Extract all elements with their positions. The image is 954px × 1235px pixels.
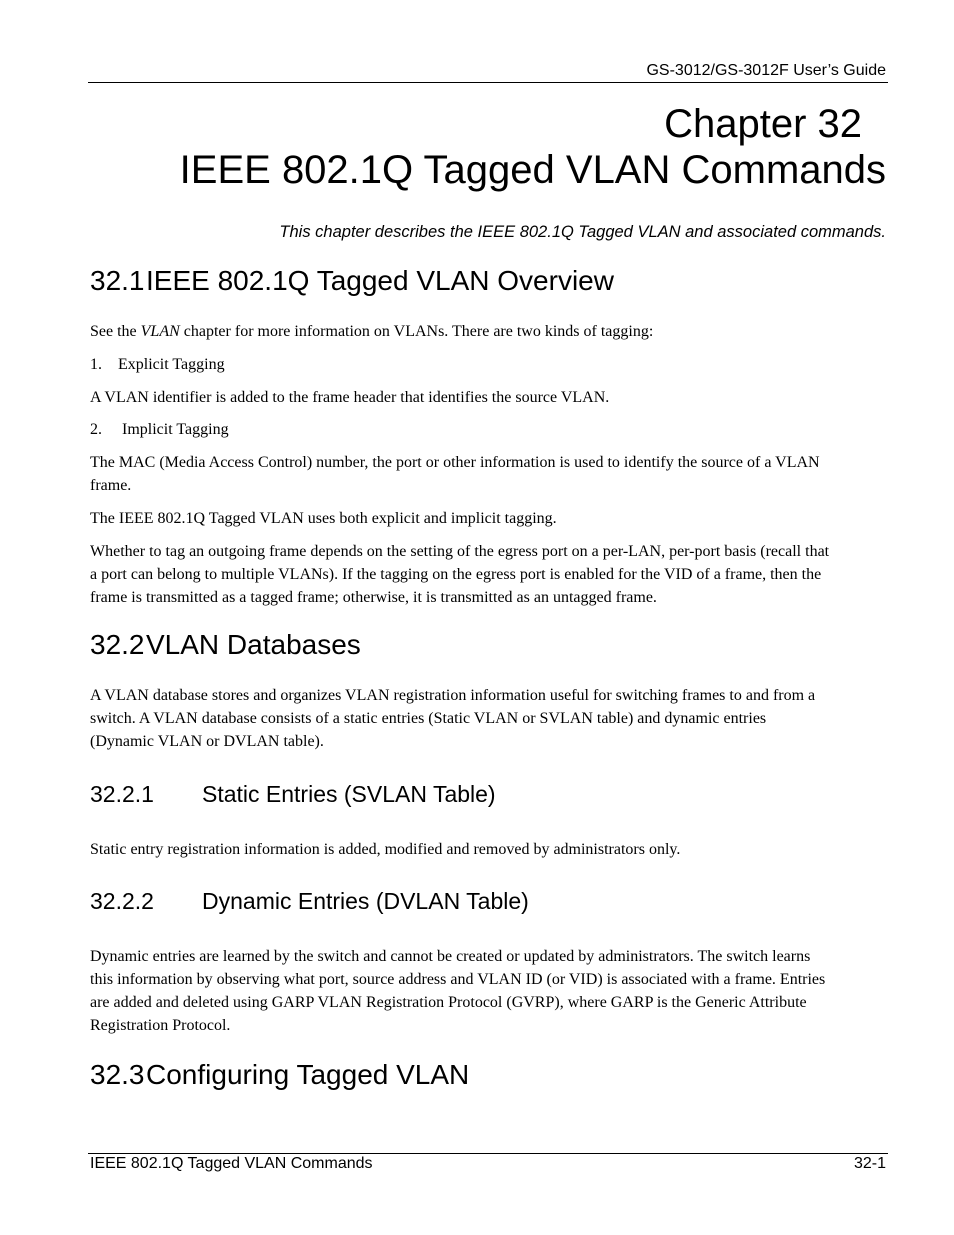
- chapter-title: IEEE 802.1Q Tagged VLAN Commands: [179, 148, 886, 192]
- section-heading-32-1: [90, 264, 614, 298]
- paragraph-vlan-databases: [90, 684, 888, 753]
- text-line: this information by observing what port, source address and VLAN ID (or VID) is associated with a frame. Entries: [90, 971, 826, 988]
- chapter-number: Chapter 32: [664, 102, 862, 146]
- section-number: 32.2.1: [90, 781, 154, 807]
- list-label: Implicit Tagging: [122, 421, 229, 438]
- text-line: switch. A VLAN database consists of a static entries (Static VLAN or SVLAN table) and dynamic entries: [90, 710, 767, 727]
- paragraph-static-entries: Static entry registration information is added, modified and removed by administrators only.: [90, 841, 681, 858]
- paragraph-dynamic-entries: [90, 945, 888, 1037]
- list-number: 2.: [90, 421, 102, 438]
- text-line: The MAC (Media Access Control) number, the port or other information is used to identify the source of a VLAN: [90, 454, 820, 471]
- section-title: Static Entries (SVLAN Table): [202, 781, 496, 807]
- section-title: IEEE 802.1Q Tagged VLAN Overview: [146, 265, 614, 296]
- paragraph-intro: [90, 320, 888, 343]
- paragraph-both-tagging: The IEEE 802.1Q Tagged VLAN uses both explicit and implicit tagging.: [90, 510, 557, 527]
- section-number: 32.2.2: [90, 888, 154, 914]
- section-title: Configuring Tagged VLAN: [146, 1059, 470, 1090]
- vlan-chapter-reference: VLAN: [140, 323, 180, 340]
- list-number: 1.: [90, 356, 102, 373]
- paragraph-egress-tagging: [90, 540, 888, 609]
- paragraph-implicit-desc: [90, 451, 888, 497]
- paragraph-explicit-desc: A VLAN identifier is added to the frame header that identifies the source VLAN.: [90, 389, 610, 406]
- section-number: 32.3: [90, 1059, 145, 1090]
- text-line: Dynamic entries are learned by the switch and cannot be created or updated by administrators. The switch learns: [90, 948, 811, 965]
- header-rule: [88, 82, 888, 83]
- text-line: a port can belong to multiple VLANs). If the tagging on the egress port is enabled for the VID of a frame, then the: [90, 566, 822, 583]
- section-heading-32-3: [90, 1058, 469, 1092]
- text-run: chapter for more information on VLANs. There are two kinds of tagging:: [179, 323, 654, 340]
- text-line: are added and deleted using GARP VLAN Registration Protocol (GVRP), where GARP is the Generic Attribute: [90, 994, 807, 1011]
- section-number: 32.1: [90, 265, 145, 296]
- text-line: frame.: [90, 477, 132, 494]
- footer-page-number: 32-1: [853, 1155, 886, 1172]
- text-line: Whether to tag an outgoing frame depends on the setting of the egress port on a per-LAN, per-port basis (recall that: [90, 543, 830, 560]
- text-run: See the: [90, 323, 141, 340]
- section-heading-32-2-2: [90, 887, 529, 915]
- footer-rule: [88, 1153, 888, 1154]
- chapter-intro: This chapter describes the IEEE 802.1Q Tagged VLAN and associated commands.: [279, 223, 886, 241]
- running-header: GS-3012/GS-3012F User’s Guide: [646, 62, 886, 79]
- section-title: Dynamic Entries (DVLAN Table): [202, 888, 529, 914]
- section-title: VLAN Databases: [146, 629, 361, 660]
- section-heading-32-2: [90, 628, 361, 662]
- list-item-implicit-tagging: [90, 418, 229, 441]
- list-label: Explicit Tagging: [118, 356, 225, 373]
- text-line: frame is transmitted as a tagged frame; otherwise, it is transmitted as an untagged frame.: [90, 589, 657, 606]
- text-line: Registration Protocol.: [90, 1017, 231, 1034]
- section-number: 32.2: [90, 629, 145, 660]
- footer-chapter-title: IEEE 802.1Q Tagged VLAN Commands: [90, 1155, 373, 1172]
- text-line: (Dynamic VLAN or DVLAN table).: [90, 733, 324, 750]
- list-item-explicit-tagging: [90, 353, 225, 376]
- section-heading-32-2-1: [90, 780, 496, 808]
- text-line: A VLAN database stores and organizes VLAN registration information useful for switching frames to and from a: [90, 687, 816, 704]
